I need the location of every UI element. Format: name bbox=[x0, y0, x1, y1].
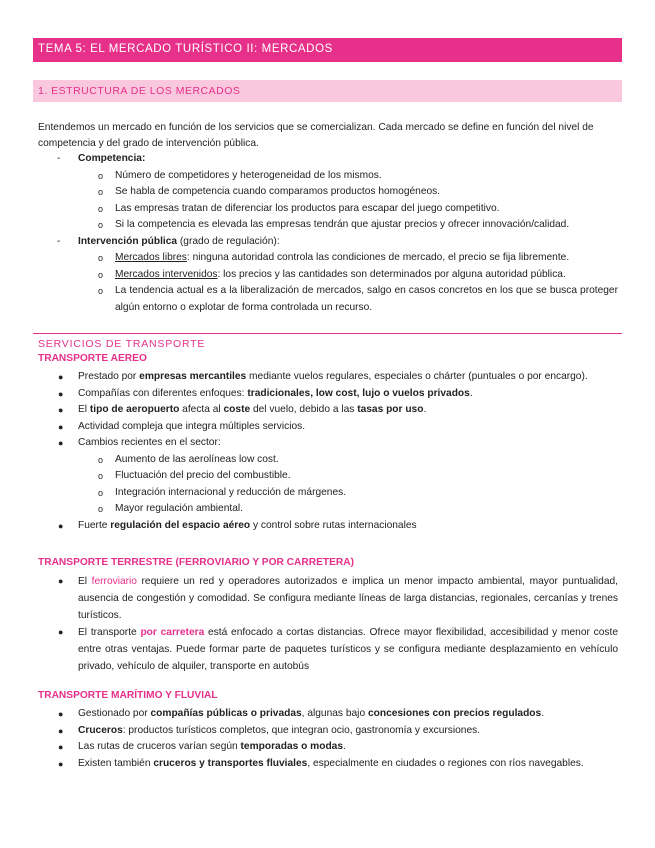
intervencion-label: Intervención pública bbox=[78, 235, 178, 247]
list-item: o Mayor regulación ambiental. bbox=[38, 501, 618, 518]
list-marker: o bbox=[98, 487, 104, 498]
list-item: ● El transporte por carretera está enfocado a cortas distancias. Ofrece mayor flexibilidad, accesibilidad y menor coste entre otras ventajas. Puede formar parte de paquetes turísticos y se configura mediante desplazamiento en vehículo privado, vehículo de alquiler, transporte en autobús bbox=[38, 624, 618, 675]
list-marker: o bbox=[98, 471, 104, 481]
list-marker: ● bbox=[58, 725, 64, 736]
list-item: ● Existen también cruceros y transportes fluviales, especialmente en ciudades o regiones con ríos navegables. bbox=[38, 756, 618, 773]
list-marker: o bbox=[98, 220, 104, 230]
list-marker: ● bbox=[58, 405, 64, 415]
list-marker: ● bbox=[58, 421, 64, 432]
list-item: ● Compañías con diferentes enfoques: tradicionales, low cost, lujo o vuelos privados. bbox=[38, 386, 618, 403]
list-marker: ● bbox=[58, 758, 64, 769]
list-item: ● Cambios recientes en el sector: bbox=[38, 435, 618, 452]
list-item: o Mercados libres: ninguna autoridad controla las condiciones de mercado, el precio se fija libremente. bbox=[38, 250, 618, 267]
terrestre-heading: TRANSPORTE TERRESTRE (FERROVIARIO Y POR CARRETERA) bbox=[38, 557, 355, 568]
intervencion-item: - Intervención pública (grado de regulación): bbox=[38, 234, 618, 251]
list-item: o Las empresas tratan de diferenciar los productos para escapar del juego competitivo. bbox=[38, 201, 618, 218]
maritimo-heading: TRANSPORTE MARÍTIMO Y FLUVIAL bbox=[38, 690, 218, 701]
list-marker: ● bbox=[58, 388, 64, 399]
list-item: ● Prestado por empresas mercantiles mediante vuelos regulares, especiales o chárter (puntuales o por encargo). bbox=[38, 369, 618, 386]
list-item: ● Fuerte regulación del espacio aéreo y control sobre rutas internacionales bbox=[38, 518, 618, 535]
section-heading: 1. ESTRUCTURA DE LOS MERCADOS bbox=[33, 80, 622, 102]
list-marker: o bbox=[98, 454, 104, 465]
list-item: o Integración internacional y reducción de márgenes. bbox=[38, 485, 618, 502]
terrestre-list bbox=[38, 573, 618, 675]
list-item: o Mercados intervenidos: los precios y las cantidades son determinados por alguna autoridad pública. bbox=[38, 267, 618, 284]
list-item: ● El tipo de aeropuerto afecta al coste del vuelo, debido a las tasas por uso. bbox=[38, 402, 618, 419]
list-marker: ● bbox=[58, 576, 64, 586]
list-item: o Se habla de competencia cuando comparamos productos homogéneos. bbox=[38, 184, 618, 201]
list-marker: o bbox=[98, 504, 104, 514]
aereo-list bbox=[38, 369, 618, 534]
list-item: o Si la competencia es elevada las empresas tendrán que ajustar precios y ofrecer innovación/calidad. bbox=[38, 217, 618, 234]
list-item: o Aumento de las aerolíneas low cost. bbox=[38, 452, 618, 469]
list-item: ● Las rutas de cruceros varían según temporadas o modas. bbox=[38, 739, 618, 756]
list-item: ● Cruceros: productos turísticos completos, que integran ocio, gastronomía y excursiones. bbox=[38, 723, 618, 740]
competencia-label: Competencia: bbox=[78, 153, 146, 164]
list-marker: o bbox=[98, 170, 104, 181]
list-marker: ● bbox=[58, 742, 64, 752]
list-marker: o bbox=[98, 253, 104, 263]
dash-marker: - bbox=[57, 235, 61, 247]
section-divider bbox=[33, 333, 622, 334]
servicios-title: SERVICIOS DE TRANSPORTE bbox=[38, 338, 206, 350]
list-marker: ● bbox=[58, 709, 64, 719]
list-marker: ● bbox=[58, 627, 64, 637]
list-marker: ● bbox=[58, 438, 64, 448]
maritimo-list bbox=[38, 706, 618, 772]
list-marker: ● bbox=[58, 372, 64, 382]
list-marker: ● bbox=[58, 520, 64, 531]
list-marker: o bbox=[98, 269, 104, 280]
aereo-heading: TRANSPORTE AEREO bbox=[38, 353, 147, 364]
list-item: ● Gestionado por compañías públicas o privadas, algunas bajo concesiones con precios regulados. bbox=[38, 706, 618, 723]
list-marker: o bbox=[98, 203, 104, 214]
intro-paragraph: Entendemos un mercado en función de los servicios que se comercializan. Cada mercado se define en función del nivel de competencia y del grado de intervención pública. bbox=[38, 122, 594, 149]
competencia-item bbox=[38, 151, 618, 168]
page-title: TEMA 5: EL MERCADO TURÍSTICO II: MERCADOS bbox=[33, 38, 622, 62]
dash-marker: - bbox=[57, 153, 61, 164]
list-item: ● Actividad compleja que integra múltiples servicios. bbox=[38, 419, 618, 436]
list-item: o La tendencia actual es a la liberalización de mercados, salgo en casos concretos en los que se busca proteger algún entorno o explotar de forma controlada un recurso. bbox=[98, 285, 618, 313]
list-item: o Fluctuación del precio del combustible. bbox=[38, 468, 618, 485]
list-item: o Número de competidores y heterogeneidad de los mismos. bbox=[38, 168, 618, 185]
list-marker: o bbox=[98, 187, 104, 197]
list-marker: o bbox=[98, 286, 104, 296]
section1-body bbox=[38, 120, 618, 316]
list-item: ● El ferroviario requiere un red y operadores autorizados e implica un menor impacto ambiental, mayor puntualidad, ausencia de congestión y comodidad. Se configura mediante líneas de larga distancias, regionales, cercanías y trenes turísticos. bbox=[38, 573, 618, 624]
